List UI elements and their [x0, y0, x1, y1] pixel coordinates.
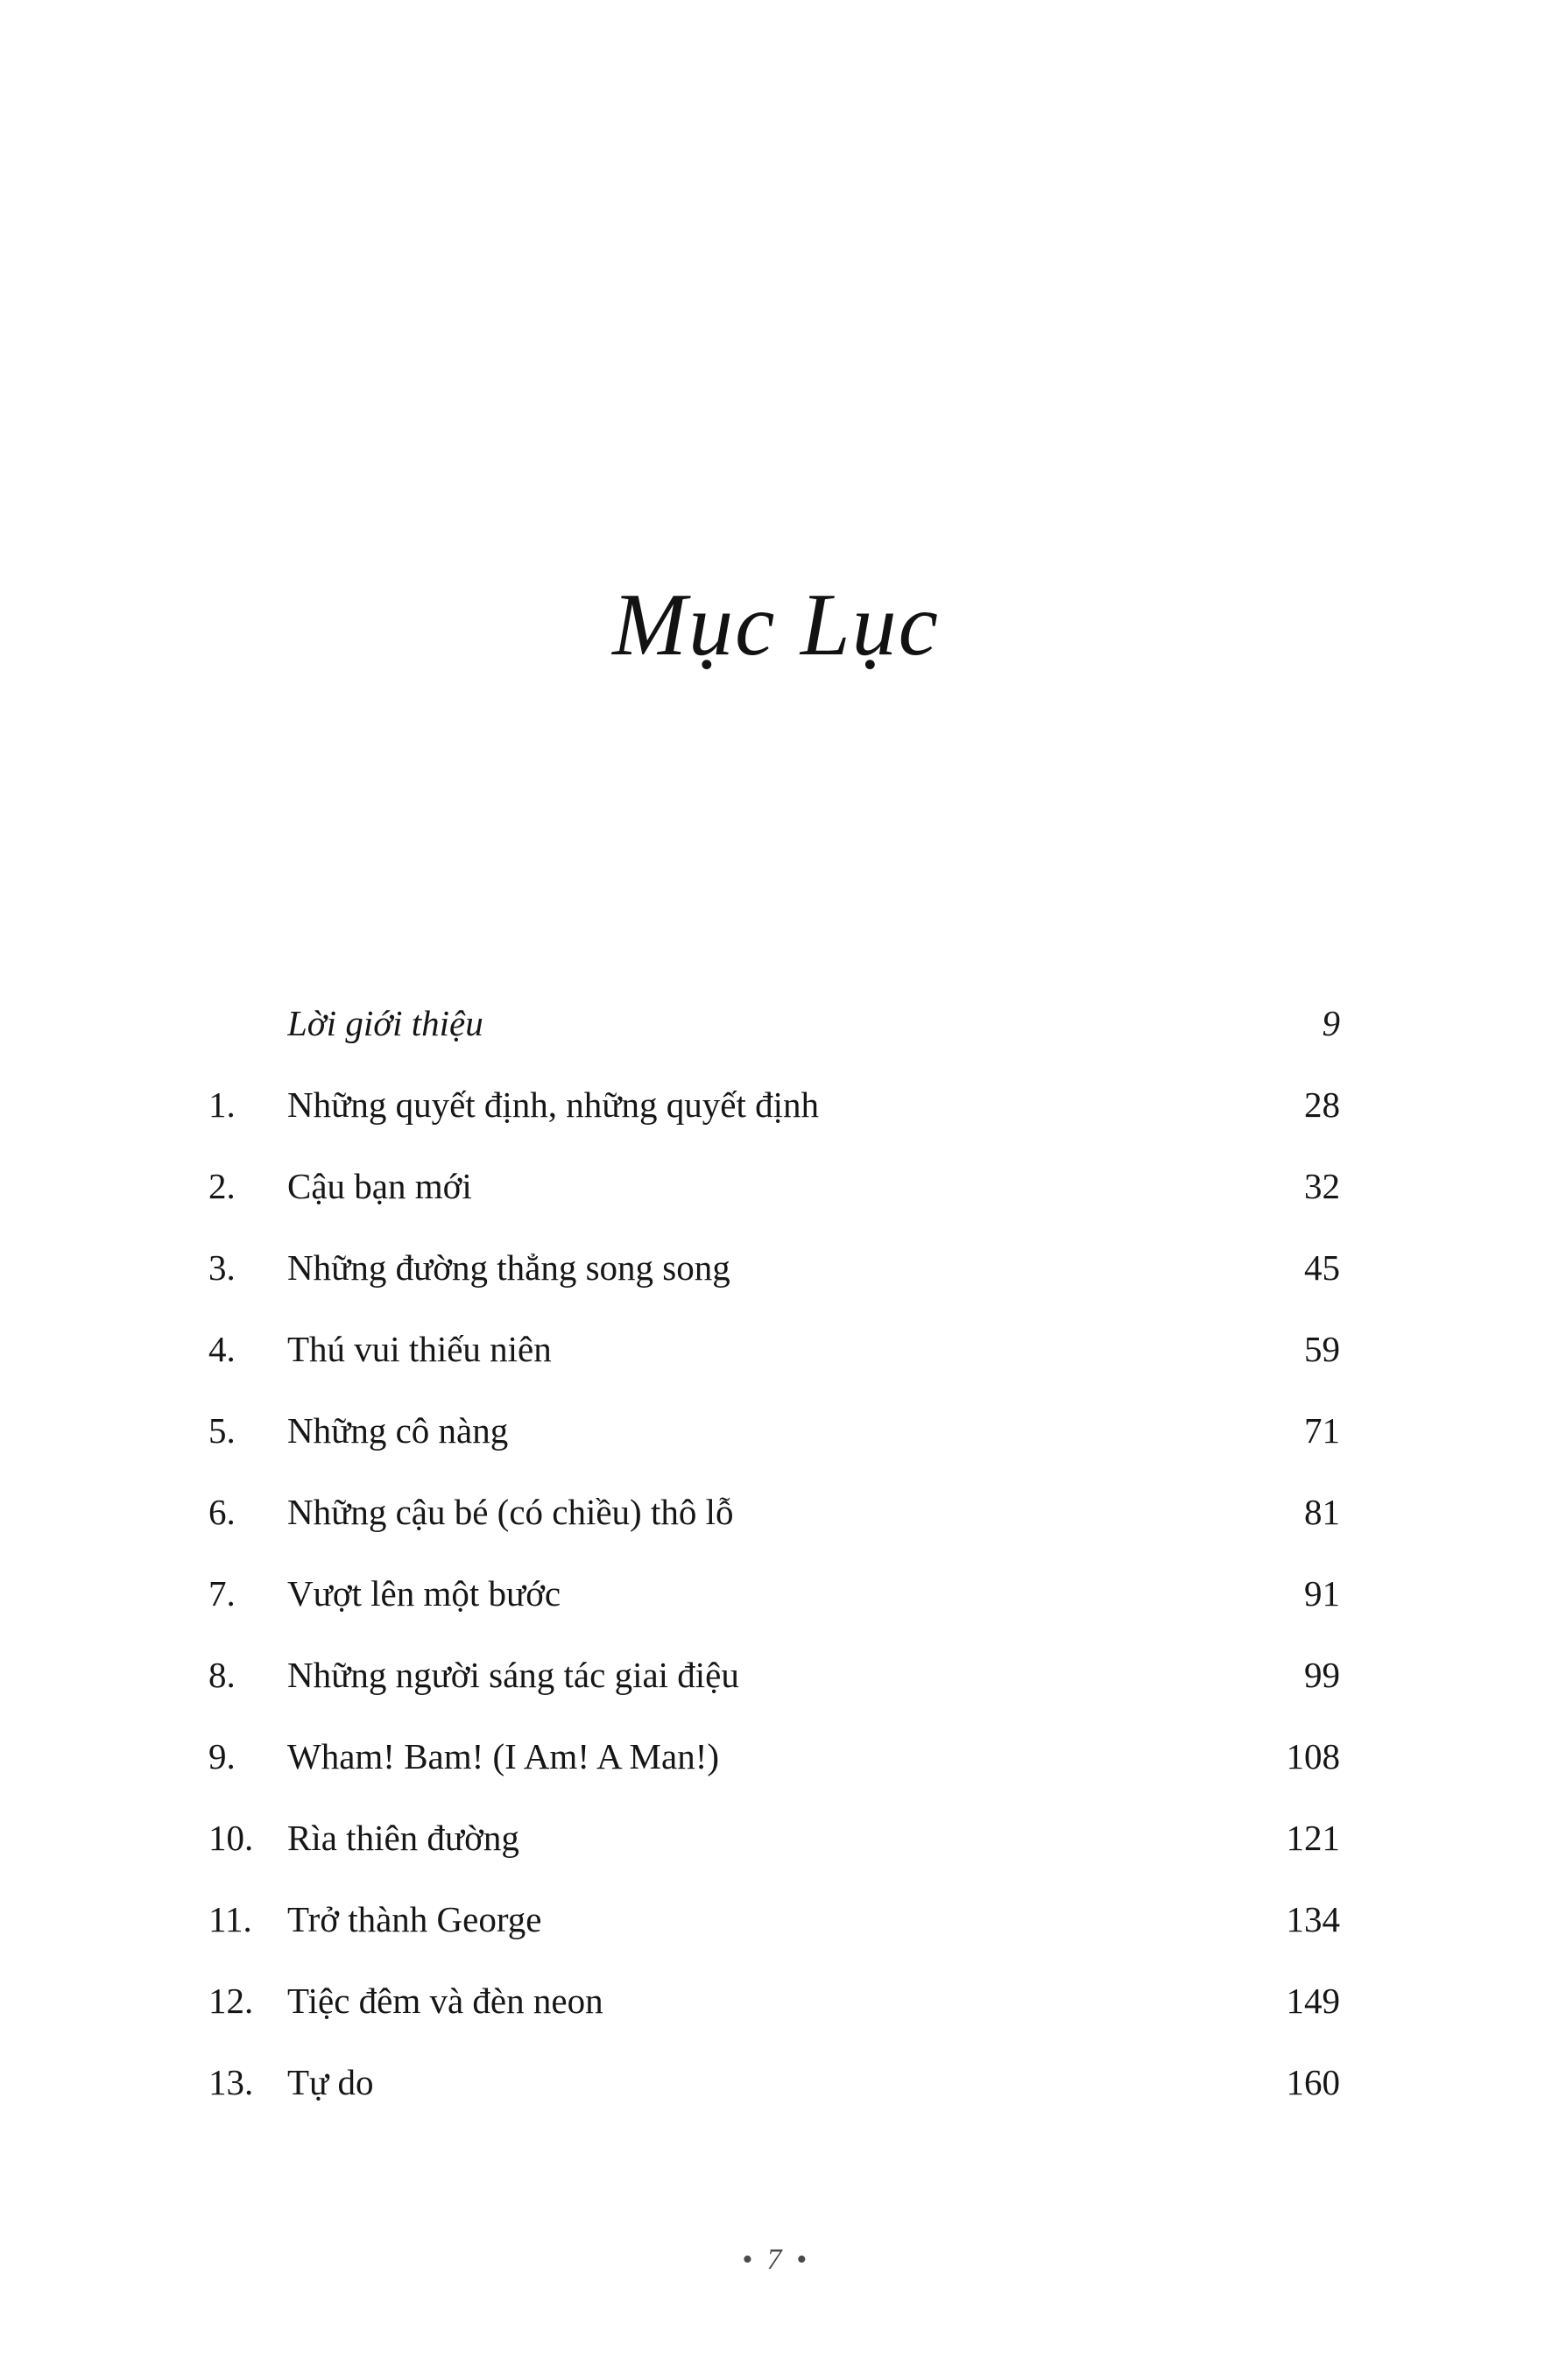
- toc-entry-label: Lời giới thiệu: [287, 1003, 483, 1043]
- toc-entry-page: 59: [1304, 1329, 1340, 1369]
- page-title: Mục Lục: [612, 576, 940, 674]
- toc-entry-page: 160: [1286, 2062, 1340, 2102]
- toc-entry-page: 28: [1304, 1084, 1340, 1125]
- toc-entry-number: 7.: [208, 1573, 236, 1614]
- toc-entry-label: Những đường thẳng song song: [287, 1247, 730, 1288]
- toc-entry: [208, 1716, 1340, 1797]
- toc-entry-label: Những cậu bé (có chiều) thô lỗ: [287, 1492, 734, 1532]
- toc-entry: [208, 1390, 1340, 1472]
- toc-entry-label: Thú vui thiếu niên: [287, 1329, 552, 1369]
- toc-entry-page: 45: [1304, 1247, 1340, 1288]
- toc-entry-label: Cậu bạn mới: [287, 1166, 472, 1206]
- toc-entry-number: 10.: [208, 1818, 254, 1858]
- toc-entry-page: 9: [1322, 1003, 1340, 1043]
- toc-entry-number: 4.: [208, 1329, 236, 1369]
- toc-entry-label: Những cô nàng: [287, 1410, 509, 1451]
- toc-entry-label: Những quyết định, những quyết định: [287, 1084, 820, 1125]
- toc-entry-label: Tự do: [287, 2062, 374, 2102]
- toc-entry-number: 1.: [208, 1084, 236, 1125]
- toc-entry: [208, 1635, 1340, 1716]
- toc-list: [0, 983, 1552, 2123]
- page-number: • 7 •: [742, 2243, 810, 2276]
- toc-entry: [208, 1227, 1340, 1309]
- toc-entry: [208, 1797, 1340, 1879]
- toc-entry-page: 32: [1304, 1166, 1340, 1206]
- toc-entry-page: 71: [1304, 1410, 1340, 1451]
- toc-entry-number: 6.: [208, 1492, 236, 1532]
- toc-entry-label: Wham! Bam! (I Am! A Man!): [287, 1736, 720, 1776]
- toc-entry-label: Những người sáng tác giai điệu: [287, 1655, 739, 1695]
- toc-entry-page: 108: [1286, 1736, 1340, 1776]
- toc-entry-number: 2.: [208, 1166, 236, 1206]
- toc-entry: [208, 1146, 1340, 1227]
- toc-entry-number: 13.: [208, 2062, 254, 2102]
- toc-entry: [208, 2042, 1340, 2123]
- toc-entry-page: 149: [1286, 1981, 1340, 2021]
- toc-entry-number: 11.: [208, 1899, 252, 1939]
- toc-entry: [208, 1309, 1340, 1390]
- toc-entry-number: 3.: [208, 1247, 236, 1288]
- toc-entry-intro: [208, 983, 1340, 1064]
- toc-entry: [208, 1879, 1340, 1960]
- toc-entry-label: Tiệc đêm và đèn neon: [287, 1981, 603, 2021]
- toc-entry-page: 81: [1304, 1492, 1340, 1532]
- toc-entry-label: Vượt lên một bước: [287, 1573, 561, 1614]
- toc-entry-label: Rìa thiên đường: [287, 1818, 519, 1858]
- toc-entry-number: 9.: [208, 1736, 236, 1776]
- toc-entry-page: 91: [1304, 1573, 1340, 1614]
- toc-entry: [208, 1064, 1340, 1146]
- toc-entry-number: 8.: [208, 1655, 236, 1695]
- toc-entry-label: Trở thành George: [287, 1899, 542, 1939]
- toc-entry: [208, 1960, 1340, 2042]
- toc-entry-page: 99: [1304, 1655, 1340, 1695]
- toc-entry-number: 12.: [208, 1981, 254, 2021]
- toc-entry-page: 121: [1286, 1818, 1340, 1858]
- toc-entry: [208, 1553, 1340, 1635]
- toc-entry-page: 134: [1286, 1899, 1340, 1939]
- toc-entry: [208, 1472, 1340, 1553]
- toc-entry-number: 5.: [208, 1410, 236, 1451]
